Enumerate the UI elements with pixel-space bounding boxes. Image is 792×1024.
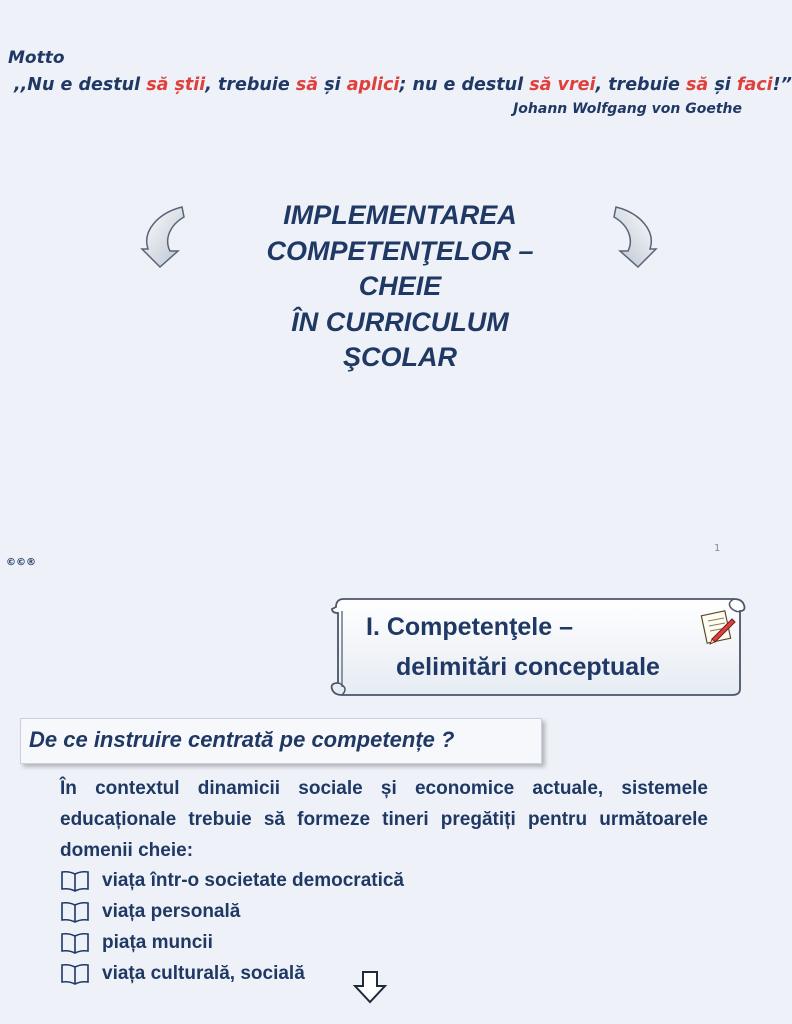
open-book-icon (60, 963, 90, 985)
quote-part: , trebuie (595, 75, 687, 95)
title-line: CHEIE (358, 271, 442, 301)
list-item-label: viața într-o societate democratică (102, 870, 404, 891)
notepad-pencil-icon (698, 607, 738, 647)
quote-part: și (708, 75, 737, 95)
list-item (60, 896, 404, 927)
open-book-icon (60, 870, 90, 892)
curved-arrow-up-icon (138, 203, 188, 271)
quote-highlight: să știi (146, 75, 206, 95)
copyright-mark: ©©® (6, 557, 36, 568)
quote-highlight: să vrei (529, 75, 596, 95)
title-line: ŞCOLAR (343, 342, 457, 372)
list-item (60, 865, 404, 896)
quote-highlight: să (295, 75, 319, 95)
list-item-label: piața muncii (102, 932, 213, 953)
title-line: ÎN CURRICULUM (291, 306, 509, 337)
title-line: COMPETENŢELOR – (266, 235, 534, 266)
quote-part: și (318, 75, 347, 95)
list-item-label: viața culturală, socială (102, 963, 305, 984)
quote-part: , trebuie (205, 75, 296, 95)
quote-part: !” (772, 75, 792, 95)
question-box (20, 718, 542, 764)
motto-label: Motto (8, 48, 65, 68)
curved-arrow-down-icon (610, 203, 660, 271)
question-text: De ce instruire centrată pe competențe ? (29, 727, 455, 752)
quote-highlight: faci (736, 75, 773, 95)
heading-line-1: I. Competenţele – (366, 613, 573, 641)
quote-part: ; nu e destul (399, 75, 530, 95)
quote-author: Johann Wolfgang von Goethe (513, 101, 742, 117)
list-item-label: viața personală (102, 901, 241, 922)
quote-highlight: aplici (346, 75, 400, 95)
open-book-icon (60, 932, 90, 954)
slide-title (200, 198, 600, 376)
motto-quote (14, 75, 792, 95)
heading-line-2: delimitări conceptuale (396, 653, 660, 681)
intro-paragraph: În contextul dinamicii sociale și economice actuale, sistemele educaționale trebuie să formeze tineri pregătiți pentru următoarele domenii cheie: (60, 778, 708, 861)
quote-part: ,,Nu e destul (14, 75, 147, 95)
list-item (60, 927, 404, 958)
slide-2 (0, 585, 768, 1024)
page-number: 1 (714, 543, 721, 554)
section-heading (366, 607, 660, 687)
open-book-icon (60, 901, 90, 923)
down-arrow-icon (352, 970, 388, 1004)
quote-highlight: să (686, 75, 709, 95)
title-line: IMPLEMENTAREA (283, 200, 517, 230)
